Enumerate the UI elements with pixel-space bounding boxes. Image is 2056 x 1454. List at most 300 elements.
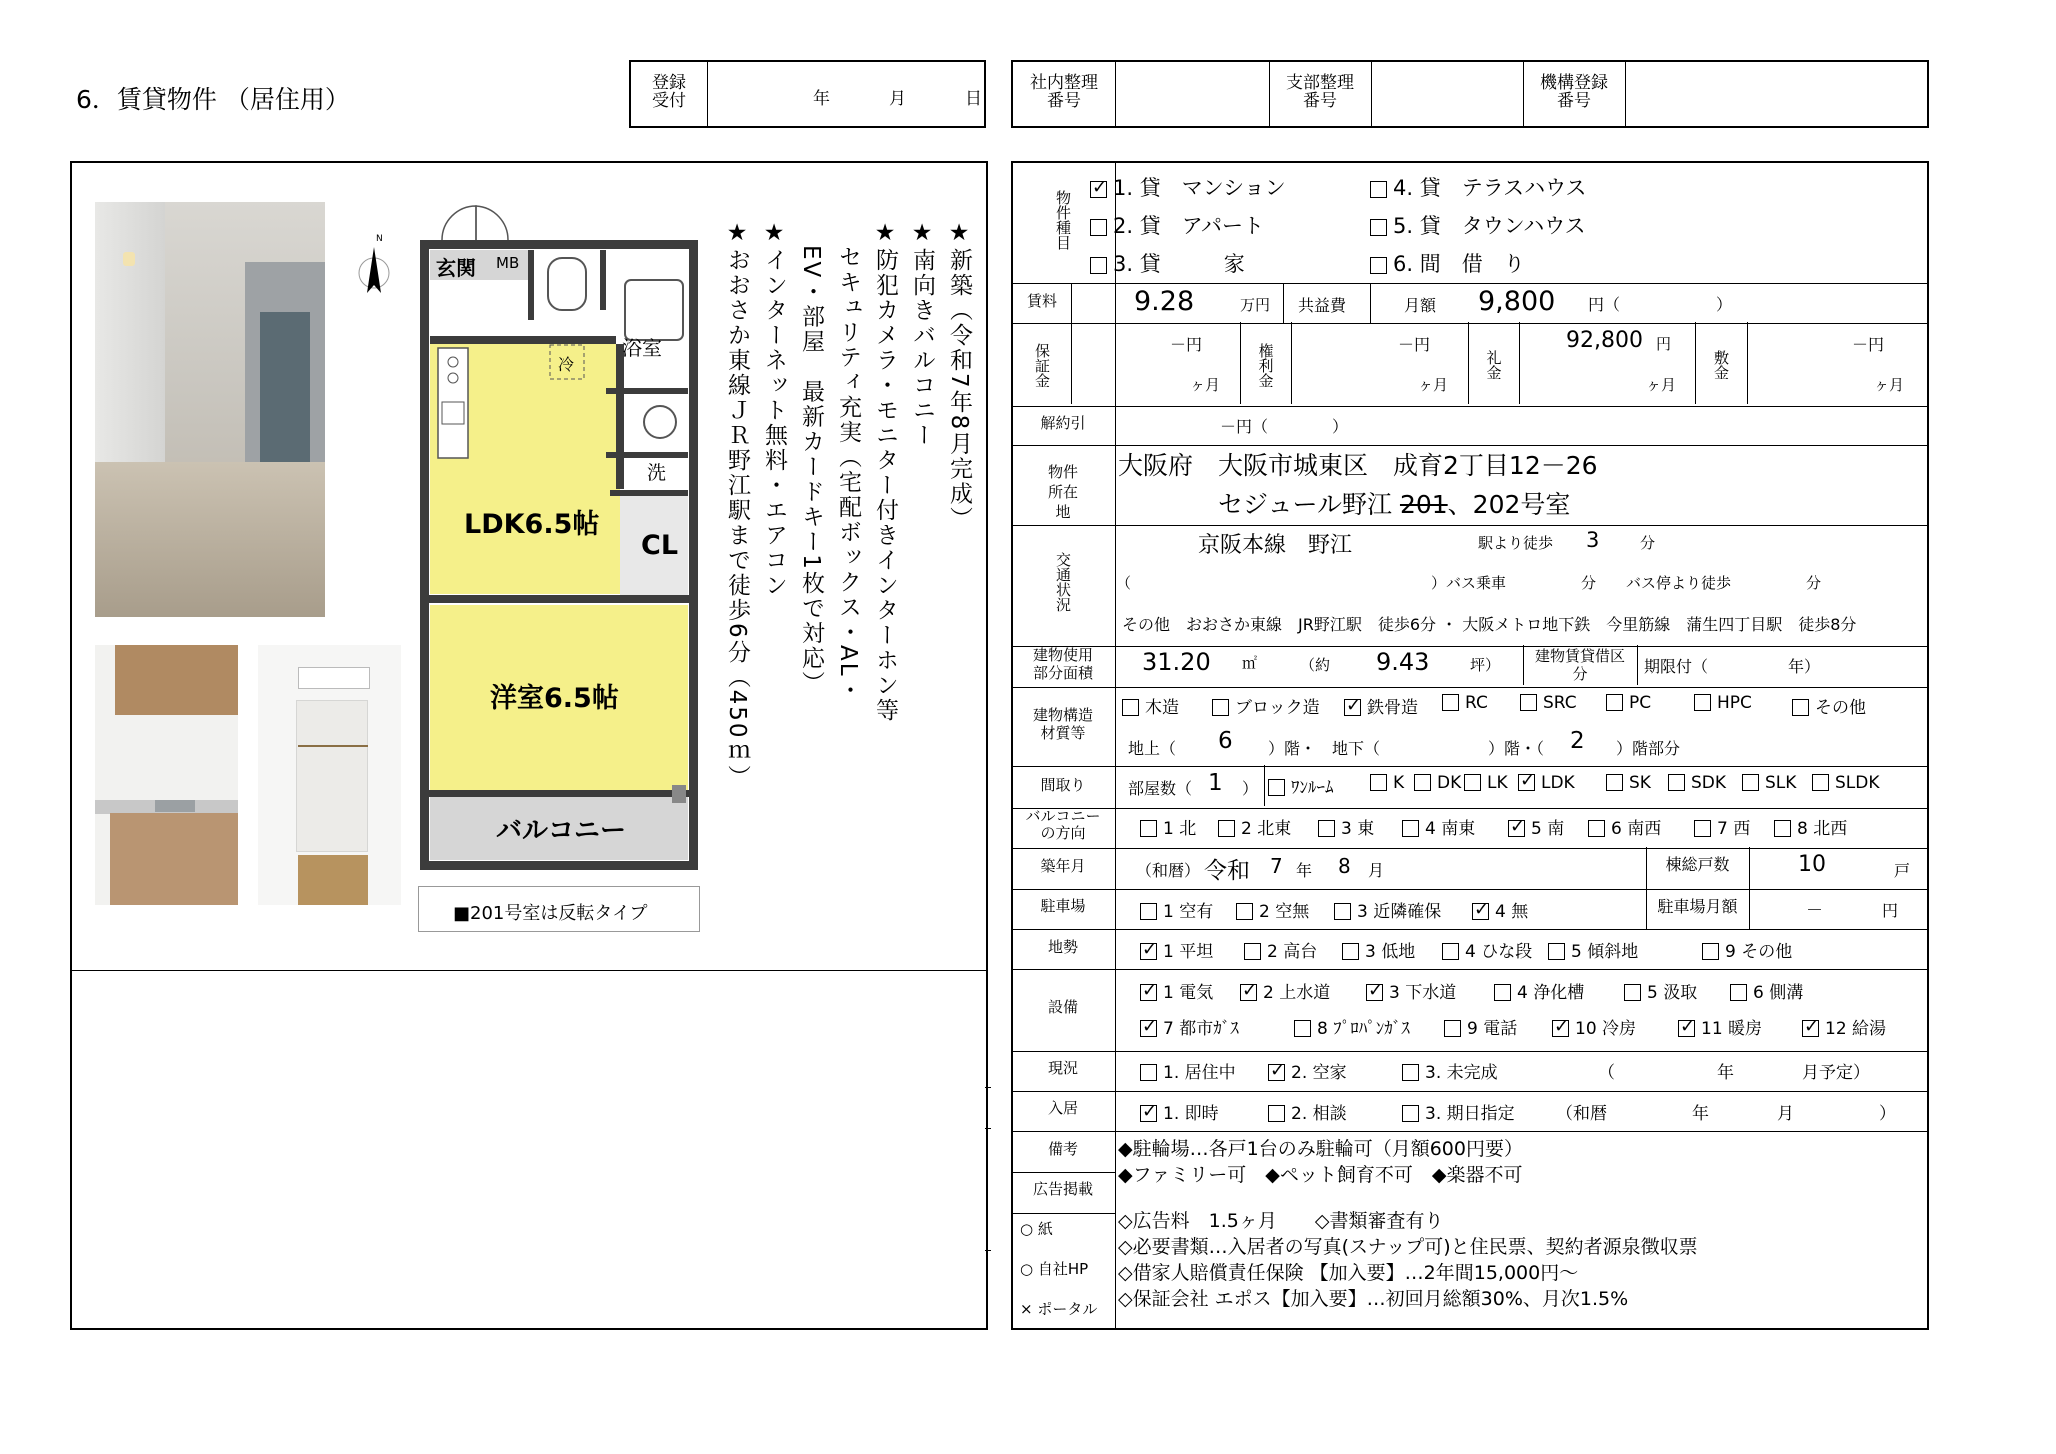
balcony-direction-options: [1140, 814, 1920, 838]
checkbox-icon[interactable]: [1122, 699, 1139, 716]
structure-option-5[interactable]: [1520, 693, 1577, 713]
parking-fee-unit: 円: [1882, 901, 1899, 920]
parking-option-label: 3 近隣確保: [1357, 902, 1442, 922]
rent-value[interactable]: 9.28: [1134, 286, 1195, 317]
equipment-2-option-5[interactable]: [1678, 1014, 1762, 1039]
page-title: 6．賃貸物件 （居住用）: [76, 85, 350, 114]
checkbox-icon[interactable]: [1464, 774, 1481, 791]
rent-unit: 万円: [1240, 296, 1271, 314]
checkbox-icon[interactable]: [1140, 1020, 1157, 1037]
direction-option-label: 5 南: [1531, 819, 1565, 839]
movein-option-2[interactable]: [1268, 1099, 1347, 1124]
status-option-2[interactable]: [1268, 1058, 1347, 1083]
floors-value[interactable]: 6: [1218, 728, 1233, 754]
checkbox-icon[interactable]: [1140, 903, 1157, 920]
equipment-2-option-label: 10 冷房: [1575, 1019, 1637, 1039]
door-arc-icon: [440, 196, 510, 240]
branch-no-label: 支部整理: [1286, 73, 1354, 93]
direction-option-label: 6 南西: [1611, 819, 1662, 839]
status-option-3[interactable]: [1402, 1058, 1498, 1083]
terrain-option-label: 1 平坦: [1163, 942, 1214, 962]
structure-option-4[interactable]: [1442, 693, 1488, 713]
internal-no-label: 社内整理: [1030, 73, 1098, 93]
fp-genkan: 玄関: [436, 256, 476, 280]
branch-no-label-2: 番号: [1303, 91, 1337, 111]
rent-label: 賃料: [1026, 292, 1057, 310]
direction-option-label: 7 西: [1717, 819, 1751, 839]
checkbox-icon[interactable]: [1140, 1105, 1157, 1122]
checkbox-icon[interactable]: [1588, 820, 1605, 837]
reikin-value[interactable]: 92,800: [1566, 328, 1643, 353]
kitchen-photo: [95, 645, 238, 905]
equipment-2-option-3[interactable]: [1444, 1014, 1517, 1039]
parking-option-1[interactable]: [1140, 897, 1213, 922]
reg-label: 登録: [652, 73, 686, 93]
equipment-option-label: 6 側溝: [1753, 983, 1804, 1003]
type-option-5[interactable]: 5. 貸 タウンハウス: [1370, 210, 1586, 240]
terrain-options: [1140, 937, 1920, 961]
checkbox-icon[interactable]: [1370, 181, 1387, 198]
checkbox-icon[interactable]: [1414, 774, 1431, 791]
registration-box: [629, 60, 986, 128]
deposit-label: 保証金: [1033, 342, 1051, 388]
monthly-label: 月額: [1404, 296, 1437, 315]
layout-option-label: K: [1393, 773, 1405, 793]
checkbox-icon[interactable]: [1212, 699, 1229, 716]
remark-1: ◆駐輪場…各戸1台のみ駐輪可（月額600円要）: [1118, 1138, 1523, 1160]
key-money-months: ヶ月: [1418, 376, 1449, 394]
number-box: [1011, 60, 1929, 128]
checkbox-icon[interactable]: [1520, 694, 1537, 711]
cancel-label: 解約引: [1040, 414, 1086, 432]
feature-security: ★防犯カメラ・モニター付きインターホン等: [872, 220, 898, 723]
feature-new: ★新築（令和7年8月完成）: [946, 220, 972, 532]
terrain-option-3[interactable]: [1342, 937, 1415, 962]
layout-option-6[interactable]: [1606, 773, 1651, 793]
structure-label: 建物構造材質等: [1032, 706, 1093, 742]
checkbox-icon[interactable]: [1402, 820, 1419, 837]
type-option-6[interactable]: 6. 間 借 り: [1370, 248, 1525, 278]
fp-ldk: LDK6.5帖: [464, 509, 600, 540]
parking-label: 駐車場: [1040, 897, 1086, 915]
equipment-option-5[interactable]: [1624, 978, 1697, 1003]
balcony-label: バルコニーの方向: [1025, 807, 1101, 842]
floorplan-note-box: [418, 886, 700, 932]
checkbox-icon[interactable]: [1444, 1020, 1461, 1037]
built-month[interactable]: 8: [1338, 854, 1351, 878]
parking-option-3[interactable]: [1334, 897, 1441, 922]
layout-option-label: LK: [1487, 773, 1508, 793]
status-options: [1140, 1058, 1640, 1082]
parking-options: [1140, 897, 1640, 921]
direction-option-8[interactable]: [1774, 814, 1847, 839]
structure-option-2[interactable]: [1212, 693, 1320, 718]
checkbox-icon[interactable]: [1244, 943, 1261, 960]
parking-option-label: 4 無: [1495, 902, 1529, 922]
tsubo-value[interactable]: 9.43: [1376, 648, 1430, 676]
checkbox-icon[interactable]: [1140, 943, 1157, 960]
area-approx: （約: [1300, 656, 1331, 674]
checkbox-icon[interactable]: [1548, 943, 1565, 960]
layout-option-label: SDK: [1691, 773, 1727, 793]
layout-options: [1268, 773, 1928, 797]
units-label: 棟総戸数: [1665, 855, 1730, 874]
shiki-label: 敷金: [1712, 350, 1730, 380]
ad-paper[interactable]: ○ 紙: [1020, 1220, 1053, 1238]
layout-option-label: ﾜﾝﾙｰﾑ: [1291, 778, 1334, 798]
layout-option-label: LDK: [1541, 773, 1575, 793]
checkbox-icon[interactable]: [1318, 820, 1335, 837]
equipment-2-option-2[interactable]: [1294, 1014, 1410, 1039]
remarks-label: 備考: [1047, 1140, 1078, 1158]
structure-option-label: その他: [1815, 698, 1866, 718]
org-no-label: 機構登録: [1540, 73, 1608, 93]
checkbox-icon[interactable]: [1742, 774, 1759, 791]
checkbox-icon[interactable]: [1730, 984, 1747, 1001]
floor-plan: [420, 240, 698, 870]
checkbox-icon[interactable]: [1678, 1020, 1695, 1037]
floor-mid-label: ）階・（: [1488, 739, 1545, 758]
movein-option-label: 3. 期日指定: [1425, 1104, 1515, 1124]
equipment-option-label: 1 電気: [1163, 983, 1214, 1003]
direction-option-label: 2 北東: [1241, 819, 1292, 839]
terrain-option-6[interactable]: [1702, 937, 1792, 962]
status-option-label: 2. 空家: [1291, 1063, 1347, 1083]
remark-2: ◆ファミリー可 ◆ペット飼育不可 ◆楽器不可: [1118, 1164, 1523, 1186]
type-option-1[interactable]: ✓1. 貸 マンション: [1090, 172, 1286, 202]
fp-mb: MB: [496, 254, 520, 272]
layout-option-9[interactable]: [1812, 773, 1880, 793]
reikin-label: 礼金: [1484, 350, 1503, 380]
reikin-unit: 円: [1656, 335, 1672, 353]
equipment-option-label: 5 汲取: [1647, 983, 1698, 1003]
movein-option-3[interactable]: [1402, 1099, 1515, 1124]
checkbox-icon[interactable]: [1442, 943, 1459, 960]
checkbox-icon[interactable]: [1090, 219, 1107, 236]
terrain-option-label: 5 傾斜地: [1571, 942, 1639, 962]
note-1: ◇広告料 1.5ヶ月 ◇書類審査有り: [1118, 1210, 1444, 1232]
checkbox-icon[interactable]: [1268, 779, 1285, 796]
corridor-photo: [95, 202, 325, 617]
cancel-value[interactable]: －円（ ）: [1220, 417, 1349, 436]
reg-year: 年: [813, 89, 830, 109]
type-option-4[interactable]: 4. 貸 テラスハウス: [1370, 172, 1586, 202]
note-3: ◇借家人賠償責任保険 【加入要】…2年間15,000円～: [1118, 1262, 1579, 1284]
equipment-2-option-1[interactable]: [1140, 1014, 1239, 1039]
above-label: 地上（: [1128, 739, 1177, 758]
checkbox-icon[interactable]: [1442, 694, 1459, 711]
checkbox-icon[interactable]: [1370, 774, 1387, 791]
layout-option-7[interactable]: [1668, 773, 1726, 793]
fp-balcony: バルコニー: [496, 816, 627, 846]
fp-wash: 洗: [647, 462, 667, 484]
structure-option-label: ブロック造: [1235, 698, 1320, 718]
layout-label: 間取り: [1040, 776, 1086, 794]
checkbox-icon[interactable]: [1370, 257, 1387, 274]
checkbox-icon[interactable]: [1518, 774, 1535, 791]
movein-label: 入居: [1047, 1099, 1078, 1117]
terrain-option-label: 9 その他: [1725, 942, 1793, 962]
checkbox-icon[interactable]: [1508, 820, 1525, 837]
checkbox-icon[interactable]: [1090, 181, 1107, 198]
structure-option-label: PC: [1629, 693, 1652, 713]
direction-option-1[interactable]: [1140, 814, 1196, 839]
checkbox-icon[interactable]: [1268, 1064, 1285, 1081]
terrain-option-label: 4 ひな段: [1465, 942, 1533, 962]
below-label: ）階・ 地下（: [1268, 739, 1381, 758]
direction-option-2[interactable]: [1218, 814, 1291, 839]
equipment-option-label: 4 浄化槽: [1517, 983, 1585, 1003]
layout-option-3[interactable]: [1414, 773, 1461, 793]
equipment-options-2: [1140, 1014, 1920, 1038]
layout-option-label: SLDK: [1835, 773, 1880, 793]
lease-label: 建物賃貸借区分: [1534, 647, 1625, 683]
equipment-option-4[interactable]: [1494, 978, 1584, 1003]
direction-option-4[interactable]: [1402, 814, 1475, 839]
parking-fee-value[interactable]: －: [1806, 901, 1823, 921]
reg-label-2: 受付: [652, 91, 686, 111]
terrain-option-4[interactable]: [1442, 937, 1532, 962]
fp-rei: 冷: [558, 355, 575, 374]
checkbox-icon[interactable]: [1268, 1105, 1285, 1122]
structure-option-7[interactable]: [1694, 693, 1752, 713]
equipment-2-option-4[interactable]: [1552, 1014, 1636, 1039]
address-line-1[interactable]: 大阪府 大阪市城東区 成育2丁目12－26: [1118, 451, 1598, 480]
equip-label: 設備: [1047, 998, 1078, 1016]
structure-option-label: SRC: [1543, 693, 1577, 713]
built-year-unit: 年: [1296, 861, 1313, 880]
address-label: 物件所在地: [1047, 463, 1078, 521]
structure-option-label: 木造: [1145, 698, 1179, 718]
terrain-option-2[interactable]: [1244, 937, 1317, 962]
movein-option-label: 1. 即時: [1163, 1104, 1219, 1124]
area-unit: ㎡: [1242, 654, 1258, 672]
parking-fee-label: 駐車場月額: [1657, 897, 1738, 916]
direction-option-label: 3 東: [1341, 819, 1375, 839]
movein-option-label: 2. 相談: [1291, 1104, 1347, 1124]
lease-value[interactable]: 期限付（ 年）: [1644, 657, 1821, 676]
units-unit: 戸: [1894, 861, 1911, 880]
equipment-2-option-label: 11 暖房: [1701, 1019, 1763, 1039]
built-label: 築年月: [1040, 857, 1086, 875]
checkbox-icon[interactable]: [1218, 820, 1235, 837]
area-label: 建物使用部分面積: [1032, 646, 1093, 682]
built-month-unit: 月: [1368, 861, 1385, 880]
layout-option-1[interactable]: [1268, 773, 1334, 798]
rooms-value[interactable]: 1: [1208, 770, 1223, 796]
layout-option-label: DK: [1437, 773, 1462, 793]
structure-option-8[interactable]: [1792, 693, 1866, 718]
key-money-label: 権利金: [1256, 342, 1275, 388]
parking-option-4[interactable]: [1472, 897, 1528, 922]
walk-unit: 分: [1640, 534, 1656, 552]
walk-label: 駅より徒歩: [1478, 534, 1554, 552]
note-4: ◇保証会社 エポス【加入要】…初回月総額30%、月次1.5%: [1118, 1288, 1629, 1310]
checkbox-icon[interactable]: [1606, 774, 1623, 791]
rooms-label: 部屋数（: [1128, 779, 1193, 798]
fp-cl: CL: [641, 530, 679, 561]
walk-minutes[interactable]: 3: [1586, 528, 1600, 552]
internal-no-label-2: 番号: [1047, 91, 1081, 111]
checkbox-icon[interactable]: [1402, 1064, 1419, 1081]
checkbox-icon[interactable]: [1792, 699, 1809, 716]
structure-option-label: HPC: [1717, 693, 1752, 713]
north-label: N: [376, 234, 383, 244]
equipment-option-6[interactable]: [1730, 978, 1803, 1003]
direction-option-6[interactable]: [1588, 814, 1661, 839]
checkbox-icon[interactable]: [1140, 1064, 1157, 1081]
status-option-label: 1. 居住中: [1163, 1063, 1236, 1083]
parking-option-label: 2 空無: [1259, 902, 1310, 922]
built-year[interactable]: 7: [1270, 854, 1283, 878]
structure-option-3[interactable]: [1344, 693, 1418, 718]
structure-option-label: RC: [1465, 693, 1488, 713]
structure-options: [1122, 693, 1922, 717]
reikin-months: ヶ月: [1646, 376, 1677, 394]
checkbox-icon[interactable]: [1552, 1020, 1569, 1037]
common-unit: 円（ ）: [1588, 295, 1733, 314]
checkbox-icon[interactable]: [1694, 694, 1711, 711]
layout-option-2[interactable]: [1370, 773, 1404, 793]
feature-balcony: ★南向きバルコニー: [909, 220, 935, 448]
checkbox-icon[interactable]: [1812, 774, 1829, 791]
ad-label: 広告掲載: [1032, 1180, 1093, 1198]
direction-option-5[interactable]: [1508, 814, 1564, 839]
checkbox-icon[interactable]: [1366, 984, 1383, 1001]
terrain-option-5[interactable]: [1548, 937, 1638, 962]
equipment-option-2[interactable]: [1240, 978, 1330, 1003]
traffic-label: 交通状況: [1054, 552, 1072, 612]
area-value[interactable]: 31.20: [1142, 648, 1211, 676]
layout-option-4[interactable]: [1464, 773, 1508, 793]
equipment-option-3[interactable]: [1366, 978, 1456, 1003]
feature-security-3: EV・部屋 最新カードキー1枚で対応）: [798, 220, 824, 696]
checkbox-icon[interactable]: [1342, 943, 1359, 960]
type-option-3[interactable]: 3. 貸 家: [1090, 248, 1245, 278]
units-value[interactable]: 10: [1798, 852, 1826, 877]
floorplan-note: ■201号室は反転タイプ: [453, 903, 648, 924]
direction-option-label: 8 北西: [1797, 819, 1848, 839]
checkbox-icon[interactable]: [1606, 694, 1623, 711]
checkbox-icon[interactable]: [1802, 1020, 1819, 1037]
checkbox-icon[interactable]: [1472, 903, 1489, 920]
note-2: ◇必要書類…入居者の写真(スナップ可)と住民票、契約者源泉徴収票: [1118, 1236, 1698, 1258]
structure-option-1[interactable]: [1122, 693, 1179, 718]
direction-option-label: 4 南東: [1425, 819, 1476, 839]
status-option-1[interactable]: [1140, 1058, 1236, 1083]
direction-option-3[interactable]: [1318, 814, 1374, 839]
key-money-value[interactable]: －円: [1398, 335, 1431, 354]
checkbox-icon[interactable]: [1294, 1020, 1311, 1037]
checkbox-icon[interactable]: [1370, 219, 1387, 236]
north-arrow-icon: [358, 237, 390, 297]
common-value[interactable]: 9,800: [1478, 286, 1556, 317]
equipment-2-option-label: 12 給湯: [1825, 1019, 1887, 1039]
checkbox-icon[interactable]: [1140, 984, 1157, 1001]
shiki-value[interactable]: －円: [1852, 335, 1885, 354]
layout-option-label: SLK: [1765, 773, 1797, 793]
equipment-options-1: [1140, 978, 1920, 1002]
checkbox-icon[interactable]: [1494, 984, 1511, 1001]
checkbox-icon[interactable]: [1624, 984, 1641, 1001]
status-plan: （ 年 月予定）: [1598, 1063, 1870, 1083]
address-line-2[interactable]: セジュール野江 201、202号室: [1218, 490, 1571, 519]
layout-option-5[interactable]: [1518, 773, 1575, 793]
parking-option-2[interactable]: [1236, 897, 1309, 922]
checkbox-icon[interactable]: [1402, 1105, 1419, 1122]
org-no-label-2: 番号: [1557, 91, 1591, 111]
movein-plan: （和暦 年 月 ）: [1556, 1104, 1896, 1124]
checkbox-icon[interactable]: [1240, 984, 1257, 1001]
status-label: 現況: [1047, 1059, 1078, 1077]
checkbox-icon[interactable]: [1694, 820, 1711, 837]
floor-part-label: ）階部分: [1616, 739, 1681, 758]
checkbox-icon[interactable]: [1090, 257, 1107, 274]
layout-option-8[interactable]: [1742, 773, 1796, 793]
feature-security-2: セキュリティ充実（宅配ボックス・AL・: [835, 220, 861, 703]
layout-option-label: SK: [1629, 773, 1651, 793]
equipment-option-1[interactable]: [1140, 978, 1213, 1003]
structure-option-label: 鉄骨造: [1367, 698, 1418, 718]
deposit-value[interactable]: －円: [1170, 335, 1203, 354]
equipment-2-option-label: 7 都市ｶﾞｽ: [1163, 1019, 1239, 1039]
checkbox-icon[interactable]: [1702, 943, 1719, 960]
terrain-option-label: 3 低地: [1365, 942, 1416, 962]
closet-photo: [258, 645, 401, 905]
equipment-2-option-label: 8 ﾌﾟﾛﾊﾟﾝｶﾞｽ: [1317, 1019, 1410, 1039]
floor-value[interactable]: 2: [1570, 728, 1585, 754]
built-era-name[interactable]: 令和: [1204, 858, 1250, 884]
checkbox-icon[interactable]: [1140, 820, 1157, 837]
type-option-2[interactable]: 2. 貸 アパート: [1090, 210, 1264, 240]
feature-station: ★おおさか東線ＪＲ野江駅まで徒歩6分（450ｍ）: [724, 220, 750, 790]
tsubo-unit: 坪）: [1470, 656, 1501, 674]
direction-option-label: 1 北: [1163, 819, 1197, 839]
equipment-option-label: 2 上水道: [1263, 983, 1331, 1003]
fp-yoshitsu: 洋室6.5帖: [490, 683, 619, 714]
checkbox-icon[interactable]: [1668, 774, 1685, 791]
deposit-months: ヶ月: [1190, 376, 1221, 394]
movein-option-1[interactable]: [1140, 1099, 1219, 1124]
bus-info: （ ）バス乗車 分 バス停より徒歩 分: [1116, 574, 1822, 592]
direction-option-7[interactable]: [1694, 814, 1750, 839]
other-traffic[interactable]: その他 おおさか東線 JR野江駅 徒歩6分 ・ 大阪メトロ地下鉄 今里筋線 蒲生四丁目駅 徒歩8分: [1122, 615, 1857, 634]
structure-option-6[interactable]: [1606, 693, 1651, 713]
checkbox-icon[interactable]: [1236, 903, 1253, 920]
fp-bath: 浴室: [622, 336, 662, 360]
parking-option-label: 1 空有: [1163, 902, 1214, 922]
reg-day: 日: [965, 89, 982, 109]
terrain-option-1[interactable]: [1140, 937, 1213, 962]
common-label: 共益費: [1298, 296, 1347, 315]
equipment-2-option-6[interactable]: [1802, 1014, 1886, 1039]
equipment-2-option-label: 9 電話: [1467, 1019, 1518, 1039]
built-era: （和暦）: [1136, 861, 1201, 880]
feature-internet: ★インターネット無料・エアコン: [761, 220, 787, 598]
ad-portal[interactable]: × ポータル: [1020, 1300, 1098, 1318]
shiki-months: ヶ月: [1874, 376, 1905, 394]
checkbox-icon[interactable]: [1344, 699, 1361, 716]
type-label: 物件種目: [1054, 190, 1072, 250]
checkbox-icon[interactable]: [1334, 903, 1351, 920]
train-line[interactable]: 京阪本線 野江: [1198, 533, 1353, 558]
equipment-option-label: 3 下水道: [1389, 983, 1457, 1003]
checkbox-icon[interactable]: [1774, 820, 1791, 837]
terrain-label: 地勢: [1047, 938, 1078, 956]
ad-hp[interactable]: ○ 自社HP: [1020, 1260, 1089, 1278]
terrain-option-label: 2 高台: [1267, 942, 1318, 962]
rooms-close: ）: [1242, 779, 1259, 798]
